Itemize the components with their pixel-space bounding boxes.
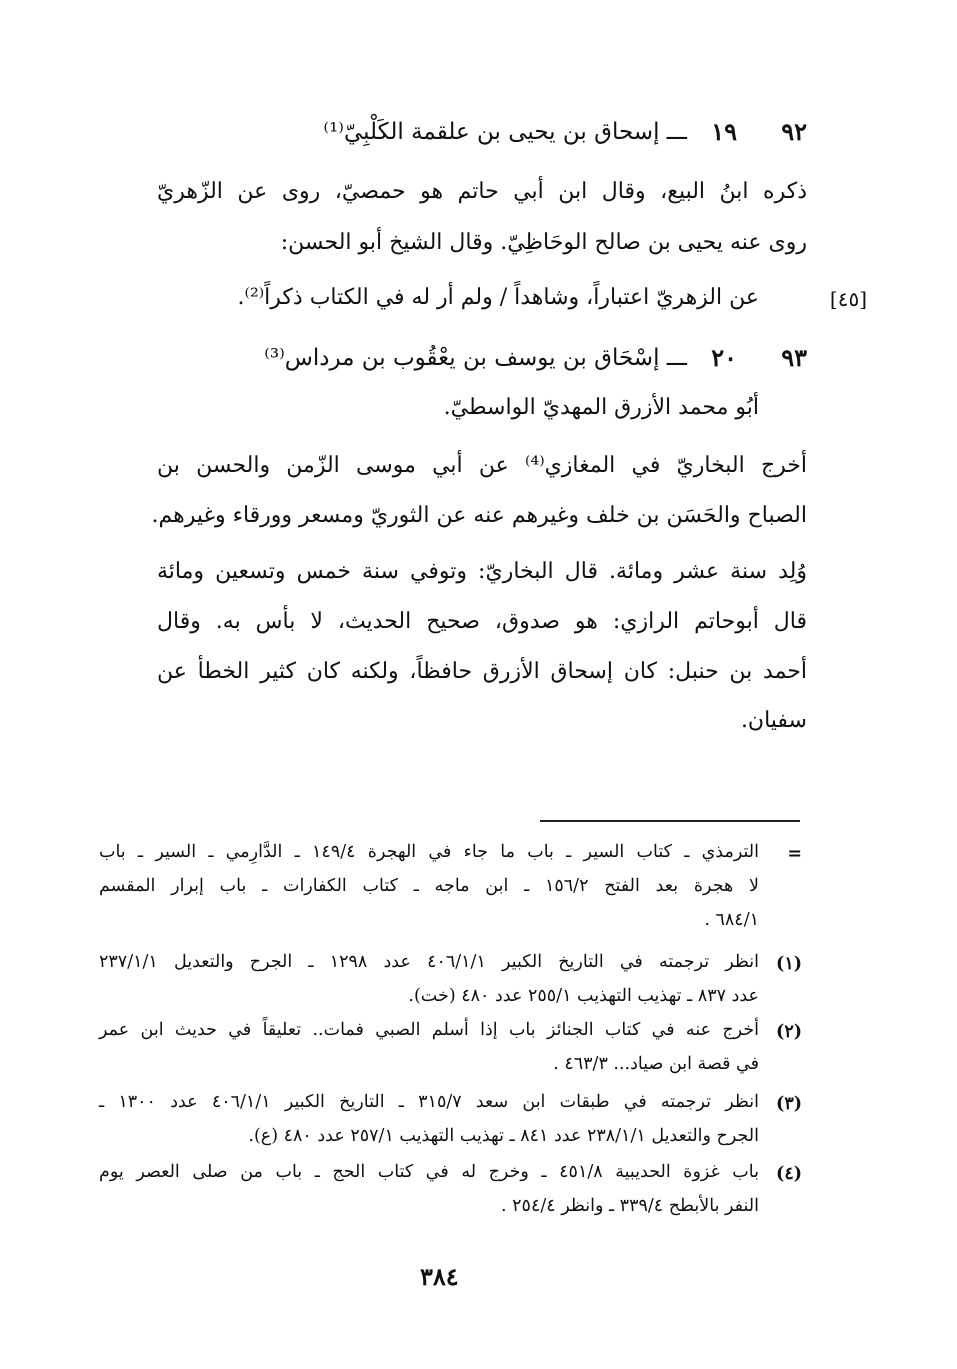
footnote-line: النفر بالأبطح ٣٣٩/٤ ـ وانظر ٢٥٤/٤ .: [501, 1196, 759, 1216]
body-line: ذكره ابنُ البيع، وقال ابن أبي حاتم هو حمصيّ، روى عن الزّهريّ: [157, 179, 807, 204]
footnote-marker: (٣): [776, 1094, 802, 1114]
body-line: أحمد بن حنبل: كان إسحاق الأزرق حافظاً، ولكنه كان كثير الخطأ عن: [157, 659, 807, 684]
body-line: وُلِد سنة عشر ومائة. قال البخاريّ: وتوفي سنة خمس وتسعين ومائة: [157, 559, 807, 584]
entry-number: ٩٢: [781, 117, 807, 146]
footnote-line: باب غزوة الحديبية ٤٥١/٨ ـ وخرج له في كتاب الحج ـ باب من صلى العصر يوم: [99, 1162, 759, 1182]
footnote-marker: (١): [776, 954, 802, 974]
body-line: أخرج البخاريّ في المغازي⁽⁴⁾ عن أبي موسى الزّمن والحسن بن: [157, 453, 807, 478]
footnote-marker: (٢): [776, 1022, 802, 1042]
footnote-line: انظر ترجمته في التاريخ الكبير ٤٠٦/١/١ عدد ١٢٩٨ ـ الجرح والتعديل ٢٣٧/١/١: [99, 952, 759, 972]
entry-number: ٩٣: [781, 343, 807, 372]
footnote-line: انظر ترجمته في طبقات ابن سعد ٣١٥/٧ ـ التاريخ الكبير ٤٠٦/١/١ عدد ١٣٠٠ ـ: [99, 1092, 759, 1112]
footnote-line: عدد ٨٣٧ ـ تهذيب التهذيب ٢٥٥/١ عدد ٤٨٠ (خت).: [408, 986, 759, 1006]
margin-page-mark: [٤٥]: [829, 287, 867, 311]
footnote-line: في قصة ابن صياد... ٤٦٣/٣ .: [553, 1054, 759, 1074]
body-line: سفيان.: [740, 708, 807, 733]
entry-heading: ـــ إسحاق بن يحيى بن علقمة الكَلْبِيّ⁽¹⁾: [323, 119, 687, 145]
page-number: ٣٨٤: [420, 1262, 459, 1291]
entry-index: ٢٠: [711, 343, 737, 372]
entry-index: ١٩: [711, 117, 737, 146]
entry-subtitle: أبُو محمد الأزرق المهديّ الواسطيّ.: [443, 395, 759, 420]
body-line: روى عنه يحيى بن صالح الوحَاظِيّ. وقال الشيخ أبو الحسن:: [280, 230, 807, 255]
footnote-line: الترمذي ـ كتاب السير ـ باب ما جاء في الهجرة ١٤٩/٤ ـ الدَّارِمي ـ السير ـ باب: [99, 842, 759, 862]
footnote-marker: =: [787, 844, 802, 864]
body-line: عن الزهريّ اعتباراً، وشاهداً / ولم أر له في الكتاب ذكراً⁽²⁾.: [237, 285, 759, 310]
entry-heading: ـــ إسْحَاق بن يوسف بن يعْقُوب بن مرداس⁽³⁾: [264, 345, 687, 371]
footnote-marker: (٤): [776, 1164, 802, 1184]
footnote-line: الجرح والتعديل ٢٣٨/١/١ عدد ٨٤١ ـ تهذيب التهذيب ٢٥٧/١ عدد ٤٨٠ (ع).: [248, 1126, 759, 1146]
body-line: قال أبوحاتم الرازي: هو صدوق، صحيح الحديث، لا بأس به. وقال: [157, 609, 807, 634]
body-line: الصباح والحَسَن بن خلف وغيرهم عنه عن الثوريّ ومسعر وورقاء وغيرهم.: [151, 503, 807, 528]
footnote-line: أخرج عنه في كتاب الجنائز باب إذا أسلم الصبي فمات.. تعليقاً في حديث ابن عمر: [99, 1020, 759, 1040]
footnote-line: لا هجرة بعد الفتح ١٥٦/٢ ـ ابن ماجه ـ كتاب الكفارات ـ باب إبرار المقسم: [99, 876, 759, 896]
footnote-line: ٦٨٤/١ .: [704, 910, 759, 930]
footnote-separator: [540, 820, 800, 822]
